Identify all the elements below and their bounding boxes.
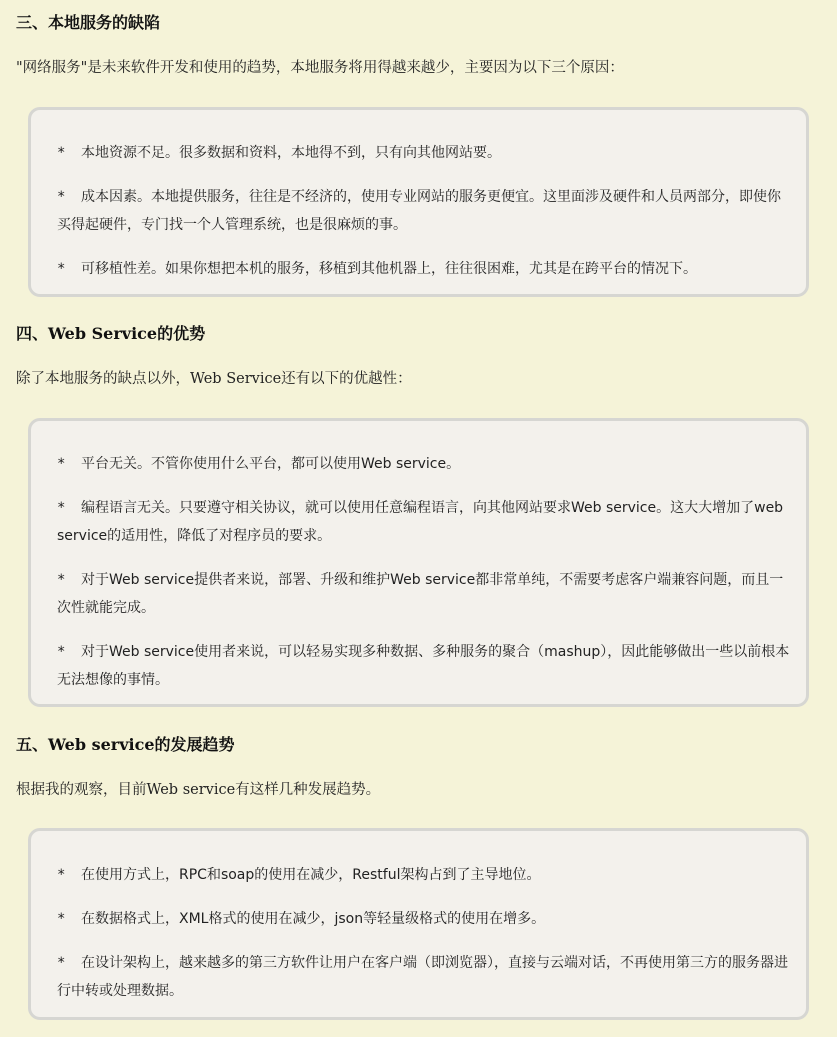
section-heading-3: 三、本地服务的缺陷 (16, 13, 161, 32)
quote-box-3 (28, 107, 809, 297)
list-item: * 在数据格式上，XML格式的使用在减少，json等轻量级格式的使用在增多。 (57, 905, 794, 933)
section-lead-3: "网络服务"是未来软件开发和使用的趋势，本地服务将用得越来越少，主要因为以下三个原因： (16, 60, 624, 76)
section-heading-5: 五、Web service的发展趋势 (16, 735, 235, 754)
list-item: * 对于Web service使用者来说，可以轻易实现多种数据、多种服务的聚合（mashup），因此能够做出一些以前根本无法想像的事情。 (57, 638, 794, 694)
list-item: * 可移植性差。如果你想把本机的服务，移植到其他机器上，往往很困难，尤其是在跨平台的情况下。 (57, 255, 794, 283)
bullet-icon: * (57, 955, 66, 971)
list-item: * 本地资源不足。很多数据和资料，本地得不到，只有向其他网站要。 (57, 139, 794, 167)
list-item: * 成本因素。本地提供服务，往往是不经济的，使用专业网站的服务更便宜。这里面涉及硬件和人员两部分，即使你买得起硬件，专门找一个人管理系统，也是很麻烦的事。 (57, 183, 794, 239)
bullet-icon: * (57, 189, 66, 205)
list-item: * 编程语言无关。只要遵守相关协议，就可以使用任意编程语言，向其他网站要求Web service。这大大增加了web service的适用性，降低了对程序员的要求。 (57, 494, 794, 550)
bullet-icon: * (57, 145, 66, 161)
quote-box-4 (28, 418, 809, 707)
bullet-icon: * (57, 500, 66, 516)
section-lead-5: 根据我的观察，目前Web service有这样几种发展趋势。 (16, 782, 381, 798)
bullet-icon: * (57, 261, 66, 277)
list-item: * 在使用方式上，RPC和soap的使用在减少，Restful架构占到了主导地位。 (57, 861, 794, 889)
section-lead-4: 除了本地服务的缺点以外，Web Service还有以下的优越性： (16, 371, 412, 387)
list-item: * 平台无关。不管你使用什么平台，都可以使用Web service。 (57, 450, 794, 478)
bullet-icon: * (57, 456, 66, 472)
section-heading-4: 四、Web Service的优势 (16, 324, 206, 343)
list-item: * 在设计架构上，越来越多的第三方软件让用户在客户端（即浏览器），直接与云端对话，不再使用第三方的服务器进行中转或处理数据。 (57, 949, 794, 1005)
list-item: * 对于Web service提供者来说，部署、升级和维护Web service都非常单纯，不需要考虑客户端兼容问题，而且一次性就能完成。 (57, 566, 794, 622)
quote-box-5 (28, 828, 809, 1020)
bullet-icon: * (57, 644, 66, 660)
bullet-icon: * (57, 867, 66, 883)
bullet-icon: * (57, 572, 66, 588)
bullet-icon: * (57, 911, 66, 927)
